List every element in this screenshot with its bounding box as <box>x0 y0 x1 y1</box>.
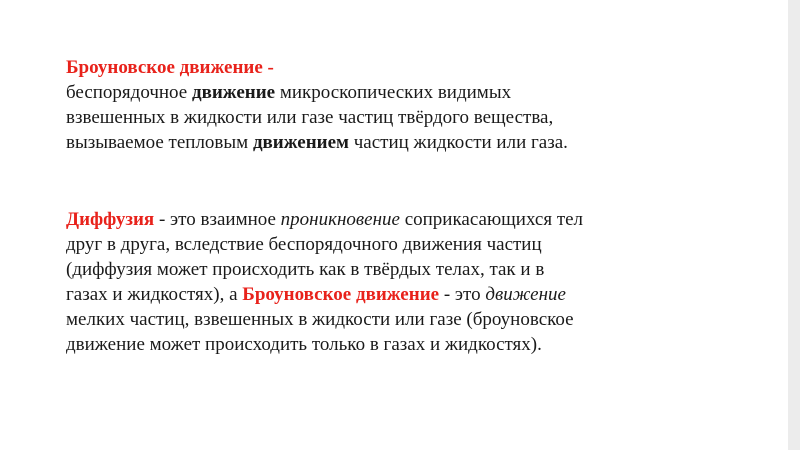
text-segment: вызываемое тепловым <box>66 132 253 153</box>
brownian-line-3: взвешенных в жидкости или газе частиц твёрдого вещества, <box>66 107 554 128</box>
diffusion-line-2: друг в друга, вследствие беспорядочного движения частиц <box>66 234 542 255</box>
text-segment: соприкасающихся тел <box>399 209 584 230</box>
diffusion-line-5: мелких частиц, взвешенных в жидкости или газе (броуновское <box>66 309 574 330</box>
diffusion-line-3: (диффузия может происходить как в твёрдых телах, так и в <box>66 259 545 280</box>
italic-term: проникновение <box>280 209 400 230</box>
brownian-motion-definition <box>66 55 746 155</box>
diffusion-definition <box>66 207 746 357</box>
brownian-line-2 <box>66 80 746 105</box>
brownian-motion-heading: Броуновское движение - <box>66 57 274 78</box>
text-segment: частиц жидкости или газа. <box>349 132 568 153</box>
brownian-motion-term: Броуновское движение <box>242 284 440 305</box>
italic-term: движение <box>485 284 566 305</box>
slide-edge-band <box>788 0 800 450</box>
diffusion-line-6: движение может происходить только в газах и жидкостях). <box>66 334 542 355</box>
brownian-line-4 <box>66 130 746 155</box>
text-segment: - это взаимное <box>154 209 281 230</box>
bold-term: движение <box>191 82 276 103</box>
text-segment: микроскопических видимых <box>275 82 512 103</box>
diffusion-line-1 <box>66 207 746 232</box>
diffusion-term: Диффузия <box>66 209 155 230</box>
text-segment: газах и жидкостях), а <box>66 284 243 305</box>
bold-term: движением <box>252 132 349 153</box>
diffusion-line-4 <box>66 282 746 307</box>
text-segment: - это <box>439 284 486 305</box>
text-segment: беспорядочное <box>66 82 192 103</box>
